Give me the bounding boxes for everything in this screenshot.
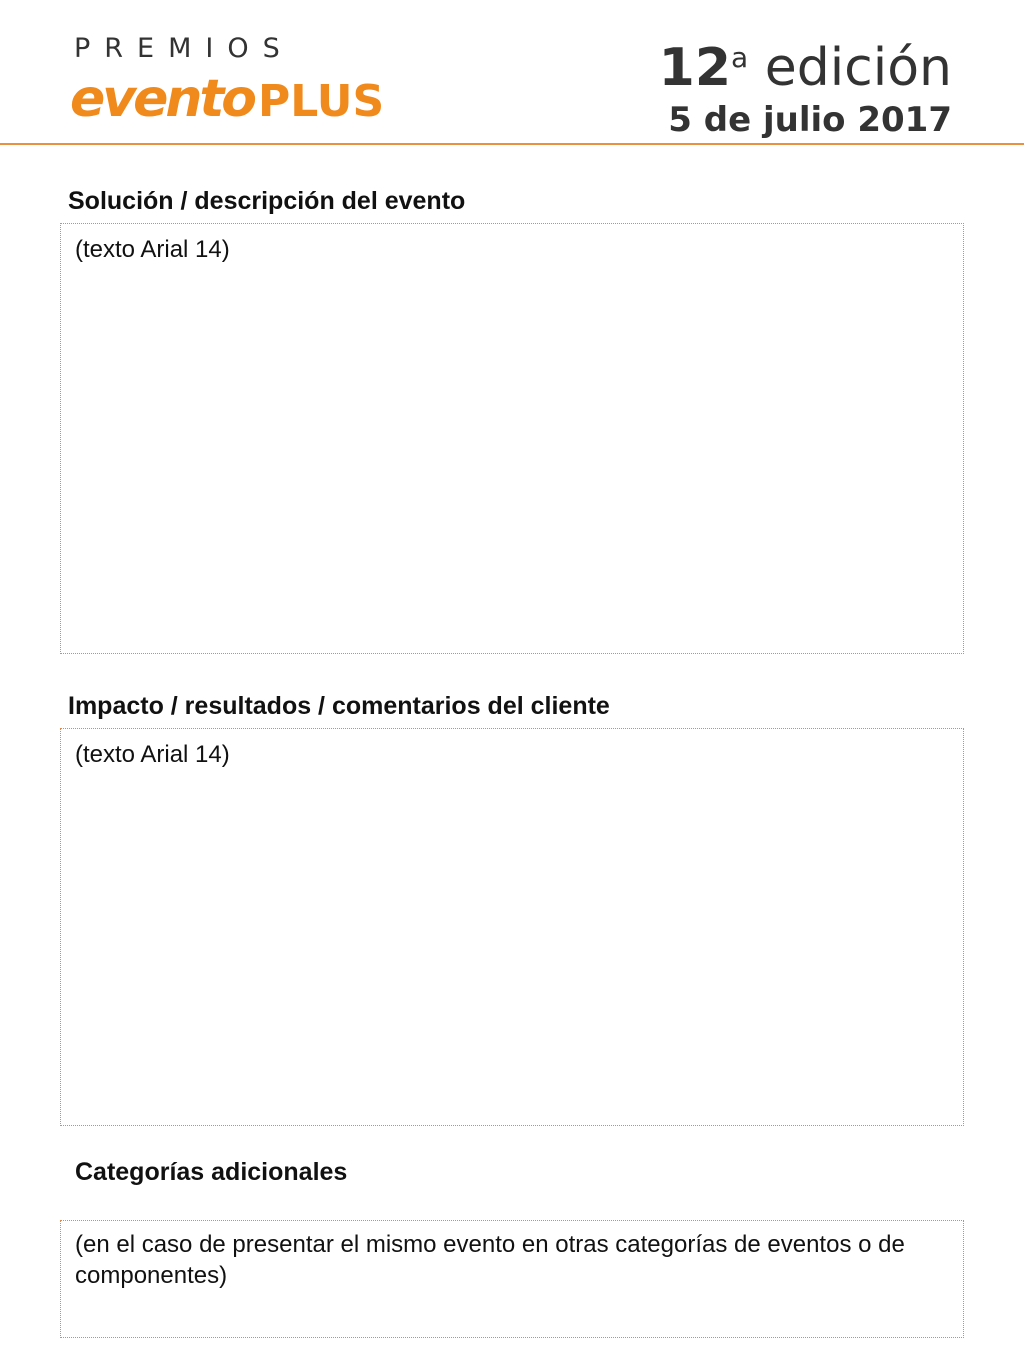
categories-placeholder-text: (en el caso de presentar el mismo evento en otras categorías de eventos o de componentes) — [75, 1231, 905, 1289]
solution-placeholder-text: (texto Arial 14) — [75, 236, 230, 263]
edition-number: 12 — [658, 38, 732, 98]
logo-plus-text: PLUS — [258, 76, 385, 127]
edition-info — [659, 28, 952, 142]
solution-section-title: Solución / descripción del evento — [68, 187, 466, 215]
edition-date: 5 de julio 2017 — [668, 100, 952, 140]
edition-superscript: a — [731, 41, 749, 74]
solution-text-box[interactable] — [60, 223, 964, 654]
edition-title — [659, 28, 952, 98]
edition-word: edición — [764, 38, 952, 98]
categories-section-title: Categorías adicionales — [75, 1158, 348, 1186]
logo-premios-text: PREMIOS — [74, 33, 294, 64]
premios-eventoplus-logo — [70, 34, 390, 134]
impact-placeholder-text: (texto Arial 14) — [75, 741, 230, 768]
impact-text-box[interactable] — [60, 728, 964, 1126]
logo-evento-text: evento — [70, 69, 255, 129]
logo-wordmark — [70, 64, 384, 134]
impact-section-title: Impacto / resultados / comentarios del cliente — [68, 692, 610, 720]
page-header — [0, 0, 1024, 145]
categories-text-box[interactable] — [60, 1220, 964, 1338]
